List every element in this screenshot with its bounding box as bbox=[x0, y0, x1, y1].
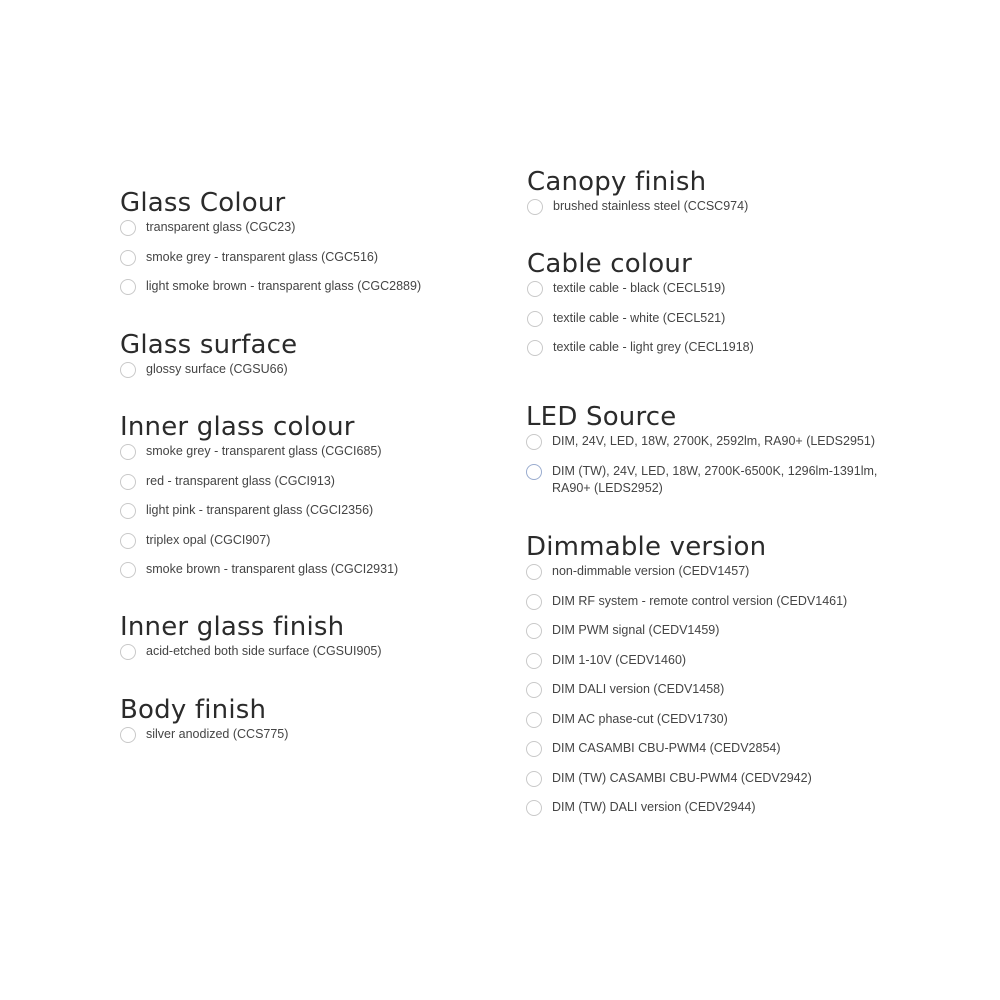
option-brushed-stainless-steel[interactable] bbox=[527, 200, 748, 230]
radio-button[interactable] bbox=[120, 444, 136, 460]
option-dim-pwm[interactable] bbox=[526, 624, 847, 654]
option-label: acid-etched both side surface (CGSUI905) bbox=[146, 644, 382, 658]
radio-button[interactable] bbox=[526, 800, 542, 816]
option-label: DIM CASAMBI CBU-PWM4 (CEDV2854) bbox=[552, 741, 781, 755]
option-label: DIM RF system - remote control version (CEDV1461) bbox=[552, 593, 848, 608]
radio-button[interactable] bbox=[526, 564, 542, 580]
radio-button[interactable] bbox=[526, 712, 542, 728]
option-label: silver anodized (CCS775) bbox=[146, 727, 289, 741]
option-label: red - transparent glass (CGCI913) bbox=[146, 473, 335, 488]
section-dimmable-version bbox=[526, 532, 847, 831]
option-list bbox=[120, 645, 382, 675]
option-list bbox=[527, 282, 754, 371]
radio-button[interactable] bbox=[526, 771, 542, 787]
section-title: Inner glass colour bbox=[120, 412, 355, 442]
radio-button[interactable] bbox=[526, 594, 542, 610]
option-list bbox=[120, 728, 288, 758]
section-title: Body finish bbox=[120, 695, 267, 725]
option-acid-etched[interactable] bbox=[120, 645, 382, 675]
option-glossy-surface[interactable] bbox=[120, 363, 297, 393]
radio-button[interactable] bbox=[527, 340, 543, 356]
option-dim-dali[interactable] bbox=[526, 683, 847, 713]
radio-button[interactable] bbox=[527, 311, 543, 327]
radio-button[interactable] bbox=[120, 562, 136, 578]
radio-button[interactable] bbox=[120, 220, 136, 236]
option-label: DIM (TW), 24V, LED, 18W, 2700K-6500K, 1296lm-1391lm, RA90+ (LEDS2952) bbox=[552, 463, 878, 495]
section-body-finish bbox=[120, 695, 288, 758]
option-list bbox=[120, 221, 421, 310]
option-label: DIM (TW) DALI version (CEDV2944) bbox=[552, 800, 756, 814]
option-label: smoke brown - transparent glass (CGCI2931) bbox=[146, 562, 399, 576]
radio-button[interactable] bbox=[120, 503, 136, 519]
section-title: Glass surface bbox=[120, 330, 298, 360]
option-dim-tw-casambi[interactable] bbox=[526, 772, 847, 802]
option-dim-ac-phase-cut[interactable] bbox=[526, 713, 847, 743]
option-label: textile cable - light grey (CECL1918) bbox=[553, 340, 754, 354]
option-inner-smoke-grey[interactable] bbox=[120, 445, 398, 475]
option-list bbox=[120, 363, 297, 393]
option-smoke-grey[interactable] bbox=[120, 251, 421, 281]
option-led-dim-tw[interactable] bbox=[526, 465, 912, 499]
option-label: DIM PWM signal (CEDV1459) bbox=[552, 623, 720, 637]
section-canopy-finish bbox=[527, 167, 748, 230]
option-transparent-glass[interactable] bbox=[120, 221, 421, 251]
option-list bbox=[527, 200, 748, 230]
radio-button[interactable] bbox=[526, 464, 542, 480]
option-cable-white[interactable] bbox=[527, 312, 754, 342]
option-label: textile cable - white (CECL521) bbox=[553, 310, 726, 325]
option-list bbox=[526, 435, 912, 499]
option-light-smoke-brown[interactable] bbox=[120, 280, 421, 310]
section-glass-surface bbox=[120, 330, 297, 393]
option-dim-rf[interactable] bbox=[526, 595, 847, 625]
radio-button[interactable] bbox=[526, 653, 542, 669]
section-title: Cable colour bbox=[527, 249, 692, 279]
radio-button[interactable] bbox=[527, 281, 543, 297]
section-title: Inner glass finish bbox=[120, 612, 345, 642]
option-led-dim[interactable] bbox=[526, 435, 912, 465]
option-dim-1-10v[interactable] bbox=[526, 654, 847, 684]
option-label: DIM, 24V, LED, 18W, 2700K, 2592lm, RA90+ (LEDS2951) bbox=[552, 434, 875, 448]
radio-button[interactable] bbox=[120, 279, 136, 295]
option-label: transparent glass (CGC23) bbox=[146, 220, 296, 234]
section-glass-colour bbox=[120, 188, 421, 310]
option-inner-smoke-brown[interactable] bbox=[120, 563, 398, 593]
option-label: brushed stainless steel (CCSC974) bbox=[553, 199, 749, 213]
section-inner-glass-finish bbox=[120, 612, 382, 675]
radio-button[interactable] bbox=[527, 199, 543, 215]
option-dim-tw-dali[interactable] bbox=[526, 801, 847, 831]
radio-button[interactable] bbox=[120, 474, 136, 490]
option-label: light smoke brown - transparent glass (CGC2889) bbox=[146, 279, 422, 293]
radio-button[interactable] bbox=[120, 727, 136, 743]
radio-button[interactable] bbox=[120, 533, 136, 549]
option-list bbox=[526, 565, 847, 831]
option-label: DIM AC phase-cut (CEDV1730) bbox=[552, 711, 728, 726]
option-label: light pink - transparent glass (CGCI2356) bbox=[146, 503, 374, 517]
section-title: Canopy finish bbox=[527, 167, 707, 197]
radio-button[interactable] bbox=[526, 623, 542, 639]
radio-button[interactable] bbox=[526, 741, 542, 757]
option-label: textile cable - black (CECL519) bbox=[553, 281, 726, 295]
radio-button[interactable] bbox=[120, 362, 136, 378]
option-label: triplex opal (CGCI907) bbox=[146, 532, 271, 547]
section-title: LED Source bbox=[526, 402, 677, 432]
option-inner-light-pink[interactable] bbox=[120, 504, 398, 534]
option-label: DIM (TW) CASAMBI CBU-PWM4 (CEDV2942) bbox=[552, 770, 812, 785]
option-label: DIM DALI version (CEDV1458) bbox=[552, 682, 725, 696]
option-dim-casambi[interactable] bbox=[526, 742, 847, 772]
option-cable-light-grey[interactable] bbox=[527, 341, 754, 371]
radio-button[interactable] bbox=[120, 644, 136, 660]
section-cable-colour bbox=[527, 249, 754, 371]
section-title: Glass Colour bbox=[120, 188, 286, 218]
option-label: DIM 1-10V (CEDV1460) bbox=[552, 652, 687, 667]
option-silver-anodized[interactable] bbox=[120, 728, 288, 758]
radio-button[interactable] bbox=[120, 250, 136, 266]
radio-button[interactable] bbox=[526, 434, 542, 450]
section-led-source bbox=[526, 402, 912, 499]
option-cable-black[interactable] bbox=[527, 282, 754, 312]
option-inner-red[interactable] bbox=[120, 475, 398, 505]
radio-button[interactable] bbox=[526, 682, 542, 698]
option-list bbox=[120, 445, 398, 593]
option-label: smoke grey - transparent glass (CGC516) bbox=[146, 249, 379, 264]
option-label: smoke grey - transparent glass (CGCI685) bbox=[146, 444, 382, 458]
section-inner-glass-colour bbox=[120, 412, 398, 593]
option-label: non-dimmable version (CEDV1457) bbox=[552, 564, 750, 578]
section-title: Dimmable version bbox=[526, 532, 767, 562]
option-inner-triplex-opal[interactable] bbox=[120, 534, 398, 564]
option-non-dimmable[interactable] bbox=[526, 565, 847, 595]
option-label: glossy surface (CGSU66) bbox=[146, 362, 288, 376]
